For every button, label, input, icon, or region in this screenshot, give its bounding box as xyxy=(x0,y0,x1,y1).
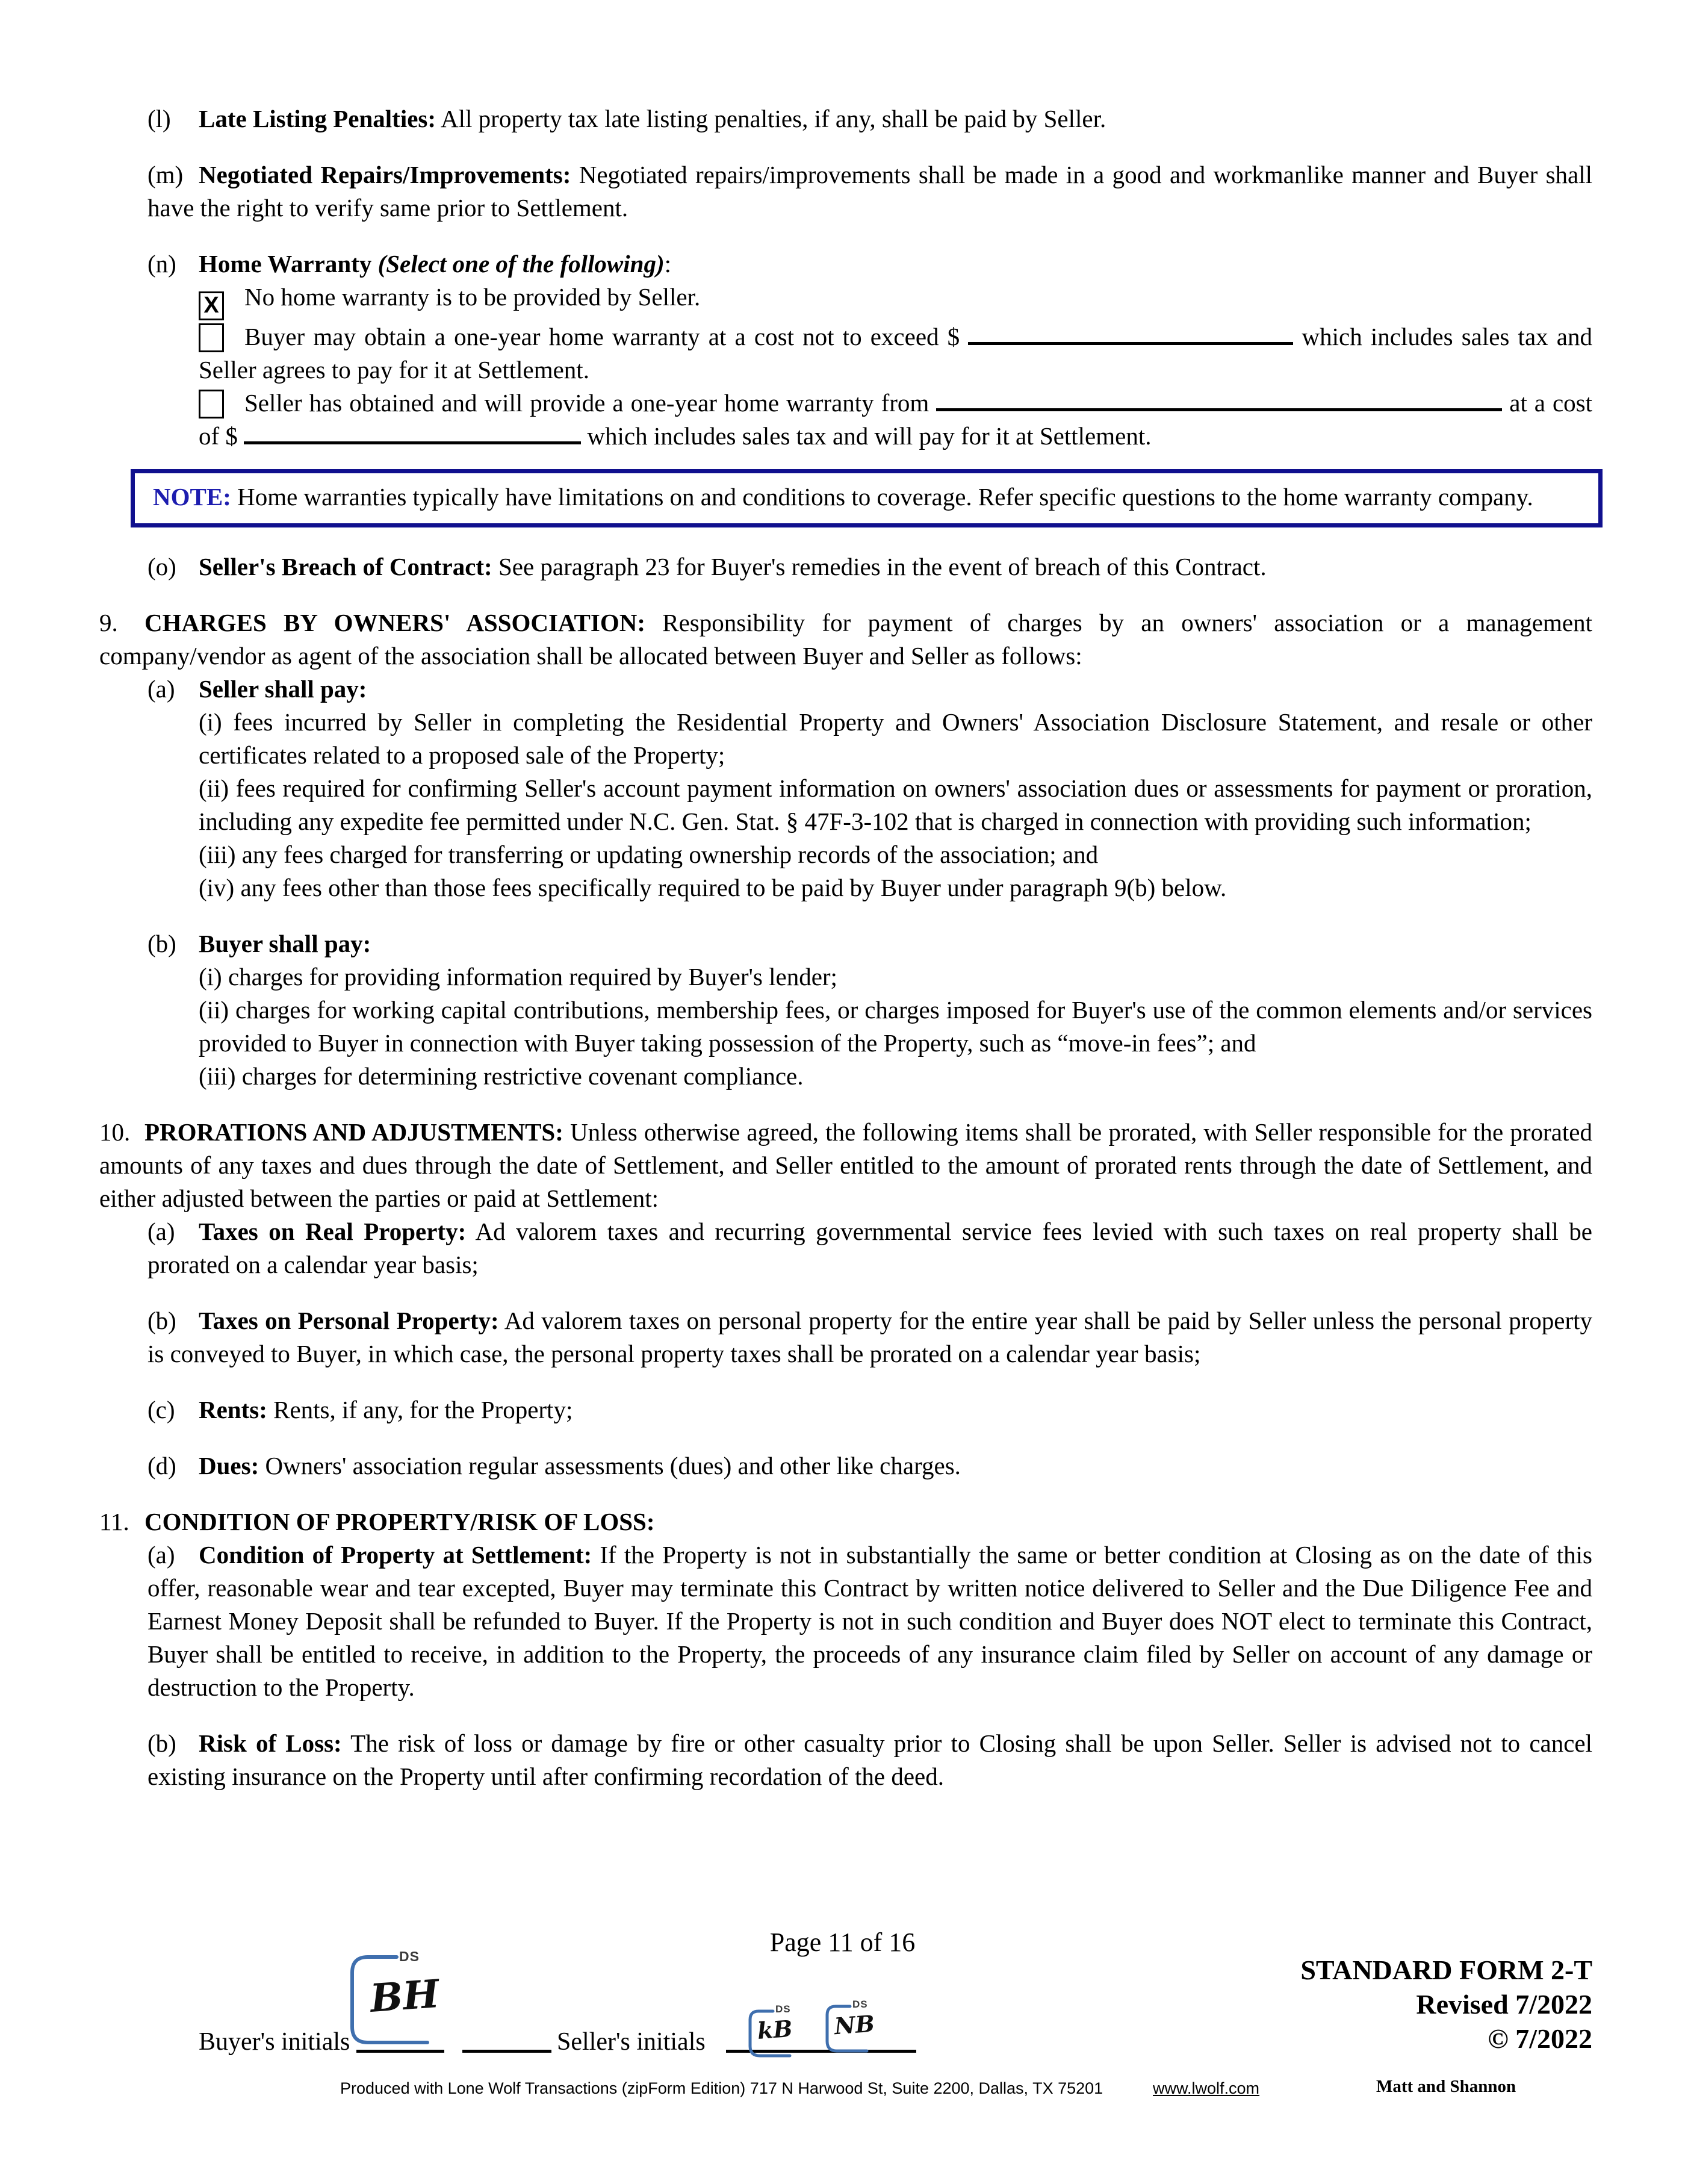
list-item: (i) charges for providing information required by Buyer's lender; xyxy=(199,962,837,991)
warranty-option-seller-provide xyxy=(199,387,1592,453)
section-text: Unless otherwise agreed, the following items shall be prorated, with Seller responsible for the prorated amounts of any taxes and dues through the date of Settlement, and Seller entitled to the amount of prorated rents through the date of Settlement, and either adjusted between the parties or paid at Settlement: xyxy=(99,1118,1593,1212)
seller-2-initials-signature[interactable] xyxy=(822,1999,876,2056)
section-number: 10. xyxy=(99,1118,131,1146)
seller-1-initials-mark: kB xyxy=(756,2015,793,2044)
list-item: (iv) any fees other than those fees specifically required to be paid by Buyer under paragraph 9(b) below. xyxy=(199,873,1227,901)
section-title: CONDITION OF PROPERTY/RISK OF LOSS: xyxy=(144,1507,655,1535)
option-text: Buyer may obtain a one-year home warranty at a cost not to exceed $ xyxy=(244,322,960,350)
item-text: Rents, if any, for the Property; xyxy=(273,1395,573,1423)
section-9-header xyxy=(99,606,1592,673)
section-10b xyxy=(147,1304,1592,1370)
item-marker: (b) xyxy=(147,929,176,957)
item-label: Dues: xyxy=(199,1451,259,1479)
section-9a-header xyxy=(147,673,1592,706)
item-text: Owners' association regular assessments (dues) and other like charges. xyxy=(265,1451,961,1479)
list-item: (i) fees incurred by Seller in completing the Residential Property and Owners' Association Disclosure Statement, and resale or other certificates related to a proposed sale of the Property; xyxy=(199,708,1592,769)
warranty-option-none xyxy=(199,281,1592,320)
select-one-note: (Select one of the following) xyxy=(377,250,665,278)
item-marker: (a) xyxy=(147,674,175,703)
item-label: Risk of Loss: xyxy=(199,1729,342,1757)
section-11a xyxy=(147,1538,1592,1704)
note-text: Home warranties typically have limitations on and conditions to coverage. Refer specific questions to the home warranty company. xyxy=(237,482,1533,511)
item-marker: (c) xyxy=(147,1395,175,1423)
agent-names: Matt and Shannon xyxy=(1376,2077,1516,2096)
item-label: Negotiated Repairs/Improvements: xyxy=(199,161,571,188)
item-marker: (m) xyxy=(147,161,184,188)
buyers-initials-label: Buyer's initials xyxy=(199,2028,350,2056)
item-text: See paragraph 23 for Buyer's remedies in the event of breach of this Contract. xyxy=(498,552,1267,580)
item-marker: (o) xyxy=(147,552,176,580)
item-label: Rents: xyxy=(199,1395,267,1423)
buyer-initials-line-1[interactable] xyxy=(356,2050,444,2053)
form-identification-block xyxy=(1300,1953,1592,2056)
colon: : xyxy=(664,250,672,278)
item-label: Buyer shall pay: xyxy=(199,929,371,957)
list-item: (ii) fees required for confirming Seller's account payment information on owners' association dues or assessments for payment or proration, including any expedite fee permitted under N.C. Gen. Stat. § 47F-3-102 that is charged in connection with providing such information; xyxy=(199,774,1592,835)
item-label: Seller's Breach of Contract: xyxy=(199,552,492,580)
list-item: (iii) any fees charged for transferring or updating ownership records of the association; and xyxy=(199,840,1099,868)
item-label: Home Warranty xyxy=(199,250,372,278)
section-text: Responsibility for payment of charges by an owners' association or a management company/vendor as agent of the association shall be allocated between Buyer and Seller as follows: xyxy=(99,608,1592,670)
item-marker: (a) xyxy=(147,1540,175,1569)
home-warranty-none-checkbox[interactable]: X xyxy=(199,291,224,320)
option-text: Seller has obtained and will provide a one-year home warranty from xyxy=(244,388,929,417)
section-11-header xyxy=(99,1505,1592,1538)
section-number: 11. xyxy=(99,1507,129,1535)
item-text: If the Property is not in substantially the same or better condition at Closing as on the date of this offer, reasonable wear and tear excepted, Buyer may terminate this Contract by written notice delivered to Seller and the Due Diligence Fee and Earnest Money Deposit shall be refunded to Buyer. If the Property is not in such condition and Buyer does NOT elect to terminate this Contract, Buyer shall be entitled to receive, in addition to the Property, the proceeds of any insurance claim filed by Seller on account of any damage or destruction to the Property. xyxy=(147,1540,1593,1701)
section-9b-header xyxy=(147,927,1592,960)
option-text: at a cost of $ xyxy=(199,388,1593,450)
warranty-cost-blank[interactable] xyxy=(968,342,1293,345)
item-label: Seller shall pay: xyxy=(199,674,367,703)
lwolf-website-link[interactable]: www.lwolf.com xyxy=(1153,2079,1260,2097)
section-title: CHARGES BY OWNERS' ASSOCIATION: xyxy=(144,608,646,636)
form-copyright: © 7/2022 xyxy=(1488,2023,1592,2054)
section-10d xyxy=(147,1449,1592,1482)
list-item: (ii) charges for working capital contributions, membership fees, or charges imposed for Buyer's use of the common elements and/or services provided to Buyer in connection with Buyer taking possession of the Property, such as “move-in fees”; and xyxy=(199,995,1592,1057)
warranty-option-buyer-obtain xyxy=(199,320,1592,387)
docusign-ds-tag: DS xyxy=(852,1999,868,2010)
paragraph-late-listing-penalties xyxy=(147,102,1592,135)
option-text: No home warranty is to be provided by Seller. xyxy=(244,283,701,311)
form-revised-date: Revised 7/2022 xyxy=(1416,1989,1592,2020)
buyer-initials-signature[interactable] xyxy=(346,1949,441,2049)
item-label: Taxes on Personal Property: xyxy=(199,1306,499,1334)
buyer-initials-line-2[interactable] xyxy=(462,2050,551,2053)
option-text: which includes sales tax and Seller agrees to pay for it at Settlement. xyxy=(199,322,1593,384)
item-marker: (a) xyxy=(147,1217,175,1245)
page-number: Page 11 of 16 xyxy=(769,1927,916,1957)
sellers-initials-label: Seller's initials xyxy=(557,2028,706,2056)
seller-2-initials-mark: NB xyxy=(833,2009,876,2040)
warranty-provider-blank[interactable] xyxy=(936,408,1502,411)
item-marker: (b) xyxy=(147,1729,176,1757)
item-text: Ad valorem taxes and recurring governmental service fees levied with such taxes on real property shall be prorated on a calendar year basis; xyxy=(147,1217,1592,1278)
item-marker: (d) xyxy=(147,1451,176,1479)
note-label: NOTE: xyxy=(153,482,231,511)
list-item: (iii) charges for determining restrictive covenant compliance. xyxy=(199,1062,804,1090)
paragraph-home-warranty xyxy=(147,247,1592,281)
home-warranty-buyer-checkbox[interactable] xyxy=(199,323,224,352)
section-10-header xyxy=(99,1116,1592,1215)
contract-body xyxy=(99,102,1592,1793)
item-marker: (b) xyxy=(147,1306,176,1334)
home-warranty-note-box xyxy=(131,469,1603,527)
option-text: which includes sales tax and will pay for it at Settlement. xyxy=(587,422,1152,450)
section-title: PRORATIONS AND ADJUSTMENTS: xyxy=(144,1118,563,1146)
item-marker: (l) xyxy=(147,105,171,132)
docusign-ds-tag: DS xyxy=(399,1949,420,1964)
item-text: Ad valorem taxes on personal property for the entire year shall be paid by Seller unless the personal property is conveyed to Buyer, in which case, the personal property taxes shall be prorated on a calendar year basis; xyxy=(147,1306,1593,1367)
docusign-ds-tag: DS xyxy=(775,2003,791,2015)
section-10a xyxy=(147,1215,1592,1281)
paragraph-sellers-breach xyxy=(147,550,1592,583)
item-label: Taxes on Real Property: xyxy=(199,1217,467,1245)
item-text: The risk of loss or damage by fire or other casualty prior to Closing shall be upon Seller. Seller is advised not to cancel existing insurance on the Property until after confirming recordation of the deed. xyxy=(147,1729,1592,1790)
warranty-seller-cost-blank[interactable] xyxy=(244,441,581,444)
produced-by-line: Produced with Lone Wolf Transactions (zipForm Edition) 717 N Harwood St, Suite 2200, Dallas, TX 75201 xyxy=(340,2079,1103,2097)
item-label: Late Listing Penalties: xyxy=(199,105,436,132)
section-number: 9. xyxy=(99,608,118,636)
section-10c xyxy=(147,1393,1592,1426)
section-11b xyxy=(147,1727,1592,1793)
item-marker: (n) xyxy=(147,250,176,278)
buyer-initials-mark: BH xyxy=(368,1971,441,2021)
item-text: Negotiated repairs/improvements shall be made in a good and workmanlike manner and Buyer shall have the right to verify same prior to Settlement. xyxy=(147,161,1593,222)
item-label: Condition of Property at Settlement: xyxy=(199,1540,592,1569)
form-name: STANDARD FORM 2-T xyxy=(1300,1955,1592,1985)
home-warranty-seller-checkbox[interactable] xyxy=(199,390,224,418)
seller-1-initials-signature[interactable] xyxy=(745,2003,795,2061)
item-text: All property tax late listing penalties, if any, shall be paid by Seller. xyxy=(441,105,1106,132)
paragraph-negotiated-repairs xyxy=(147,158,1592,225)
